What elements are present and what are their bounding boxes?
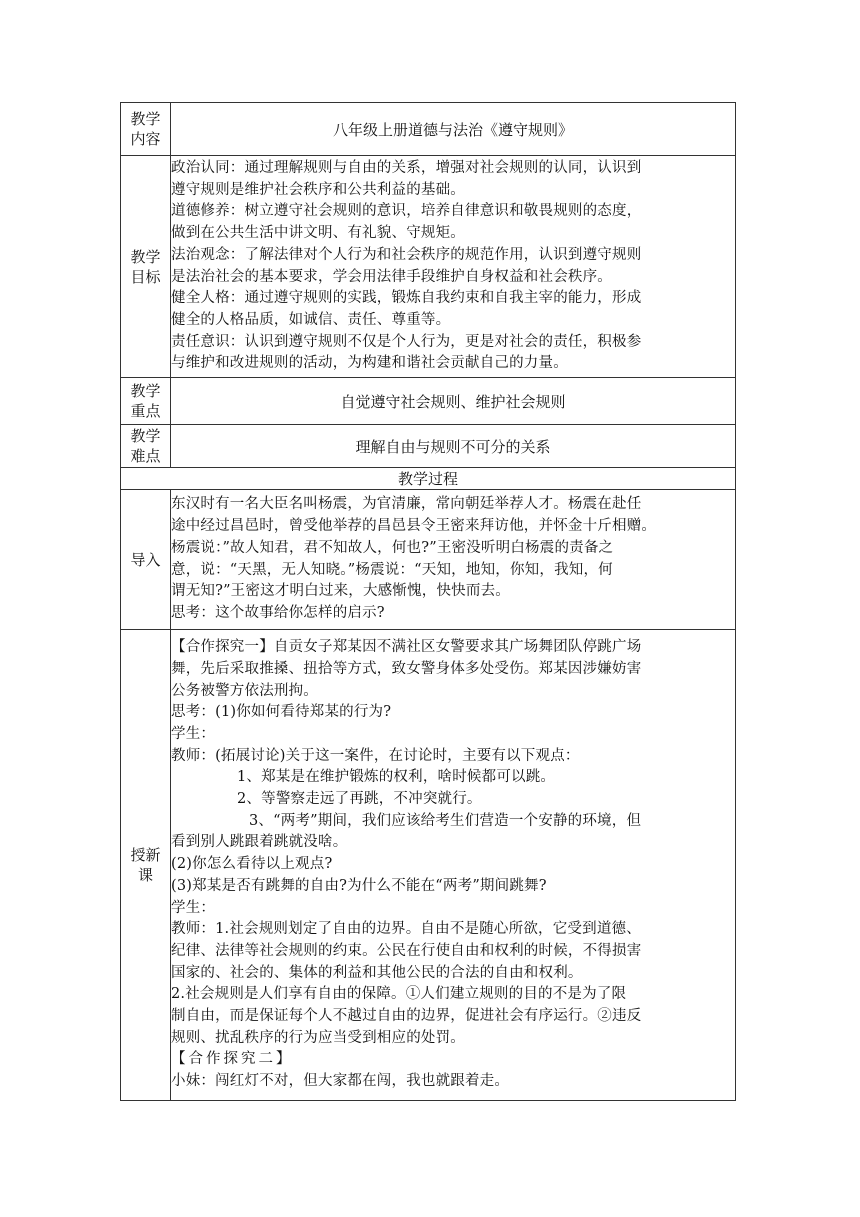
goal-line: 做到在公共生活中讲文明、有礼貌、守规矩。 bbox=[171, 225, 465, 242]
lesson-line: 国家的、社会的、集体的利益和其他公民的合法的自由和权利。 bbox=[171, 964, 583, 981]
goal-line: 责任意识：认识到遵守规则不仅是个人行为，更是对社会的责任，积极参 bbox=[171, 333, 642, 350]
row-process-header bbox=[121, 468, 736, 490]
label-content: 教学 内容 bbox=[121, 103, 171, 156]
lesson-line: 【合作探究一】自贡女子郑某因不满社区女警要求其广场舞团队停跳广场 bbox=[171, 639, 642, 656]
goal-line: 与维护和改进规则的活动，为构建和谐社会贡献自己的力量。 bbox=[171, 355, 568, 372]
lesson-line: 3、“两考”期间，我们应该给考生们营造一个安静的环境，但 bbox=[249, 812, 642, 829]
row-content bbox=[121, 103, 736, 156]
lesson-line: (2)你怎么看待以上观点? bbox=[171, 856, 333, 873]
lesson-line: 教师：1.社会规则划定了自由的边界。自由不是随心所欲，它受到道德、 bbox=[171, 921, 641, 938]
goal-line: 政治认同：通过理解规则与自由的关系，增强对社会规则的认同，认识到 bbox=[171, 159, 642, 176]
lesson-line: 规则、扰乱秩序的行为应当受到相应的处罚。 bbox=[171, 1029, 465, 1046]
lesson-line: 【合作探究二】 bbox=[171, 1051, 294, 1068]
intro-line: 杨震说：”故人知君，君不知故人，何也?”王密没听明白杨震的责备之 bbox=[171, 539, 614, 556]
lesson-line: 教师：(拓展讨论)关于这一案件，在讨论时，主要有以下观点： bbox=[171, 747, 580, 764]
goal-line: 道德修养：树立遵守社会规则的意识，培养自律意识和敬畏规则的态度， bbox=[171, 203, 642, 220]
goal-line: 是法治社会的基本要求，学会用法律手段维护自身权益和社会秩序。 bbox=[171, 268, 612, 285]
intro-content bbox=[171, 490, 736, 630]
label-new-lesson: 授新 课 bbox=[121, 630, 171, 1101]
content-value: 八年级上册道德与法治《遵守规则》 bbox=[171, 103, 736, 156]
row-intro bbox=[121, 490, 736, 630]
lesson-line: 2、等警察走远了再跳，不冲突就行。 bbox=[237, 791, 482, 808]
row-key-points bbox=[121, 378, 736, 425]
intro-line: 谓无知?”王密这才明白过来，大感惭愧，快快而去。 bbox=[171, 583, 510, 600]
lesson-plan-table bbox=[120, 102, 736, 1101]
lesson-line: 学生： bbox=[171, 899, 216, 916]
lesson-line: (3)郑某是否有跳舞的自由?为什么不能在“两考”期间跳舞? bbox=[171, 877, 547, 894]
lesson-line: 2.社会规则是人们享有自由的保障。①人们建立规则的目的不是为了限 bbox=[171, 986, 627, 1003]
lesson-line: 公务被警方依法刑拘。 bbox=[171, 682, 318, 699]
new-lesson-content bbox=[171, 630, 736, 1101]
goal-line: 健全人格：通过遵守规则的实践，锻炼自我约束和自我主宰的能力，形成 bbox=[171, 290, 642, 307]
lesson-line: 小妹：闯红灯不对，但大家都在闯，我也就跟着走。 bbox=[171, 1073, 510, 1090]
goal-line: 健全的人格品质，如诚信、责任、尊重等。 bbox=[171, 311, 451, 328]
intro-line: 途中经过昌邑时，曾受他举荐的昌邑县令王密来拜访他，并怀金十斤相赠。 bbox=[171, 518, 657, 535]
intro-line: 东汉时有一名大臣名叫杨震，为官清廉，常向朝廷举荐人才。杨震在赴任 bbox=[171, 496, 642, 513]
label-key-points: 教学 重点 bbox=[121, 378, 171, 425]
row-goals bbox=[121, 156, 736, 378]
goal-line: 遵守规则是维护社会秩序和公共利益的基础。 bbox=[171, 181, 465, 198]
goal-line: 法治观念：了解法律对个人行为和社会秩序的规范作用，认识到遵守规则 bbox=[171, 246, 642, 263]
lesson-line: 看到别人跳跟着跳就没啥。 bbox=[171, 834, 348, 851]
label-goals: 教学 目标 bbox=[121, 156, 171, 378]
lesson-line: 纪律、法律等社会规则的约束。公民在行使自由和权利的时候，不得损害 bbox=[171, 942, 642, 959]
key-points-value: 自觉遵守社会规则、维护社会规则 bbox=[171, 378, 736, 425]
row-new-lesson bbox=[121, 630, 736, 1101]
lesson-line: 制自由，而是保证每个人不越过自由的边界，促进社会有序运行。②违反 bbox=[171, 1008, 642, 1025]
goals-content bbox=[171, 156, 736, 378]
lesson-line: 学生： bbox=[171, 725, 216, 742]
row-difficulty bbox=[121, 425, 736, 468]
process-header: 教学过程 bbox=[121, 468, 736, 490]
intro-line: 思考：这个故事给你怎样的启示? bbox=[171, 604, 385, 621]
lesson-line: 思考：(1)你如何看待郑某的行为? bbox=[171, 704, 392, 721]
difficulty-value: 理解自由与规则不可分的关系 bbox=[171, 425, 736, 468]
lesson-line: 舞，先后采取推搡、扭拾等方式，致女警身体多处受伤。郑某因涉嫌妨害 bbox=[171, 660, 642, 677]
intro-line: 意，说：“天黑，无人知晓。”杨震说：“天知，地知，你知，我知，何 bbox=[171, 561, 613, 578]
label-difficulty: 教学 难点 bbox=[121, 425, 171, 468]
lesson-line: 1、郑某是在维护锻炼的权利，啥时候都可以跳。 bbox=[237, 769, 556, 786]
label-intro: 导入 bbox=[121, 490, 171, 630]
